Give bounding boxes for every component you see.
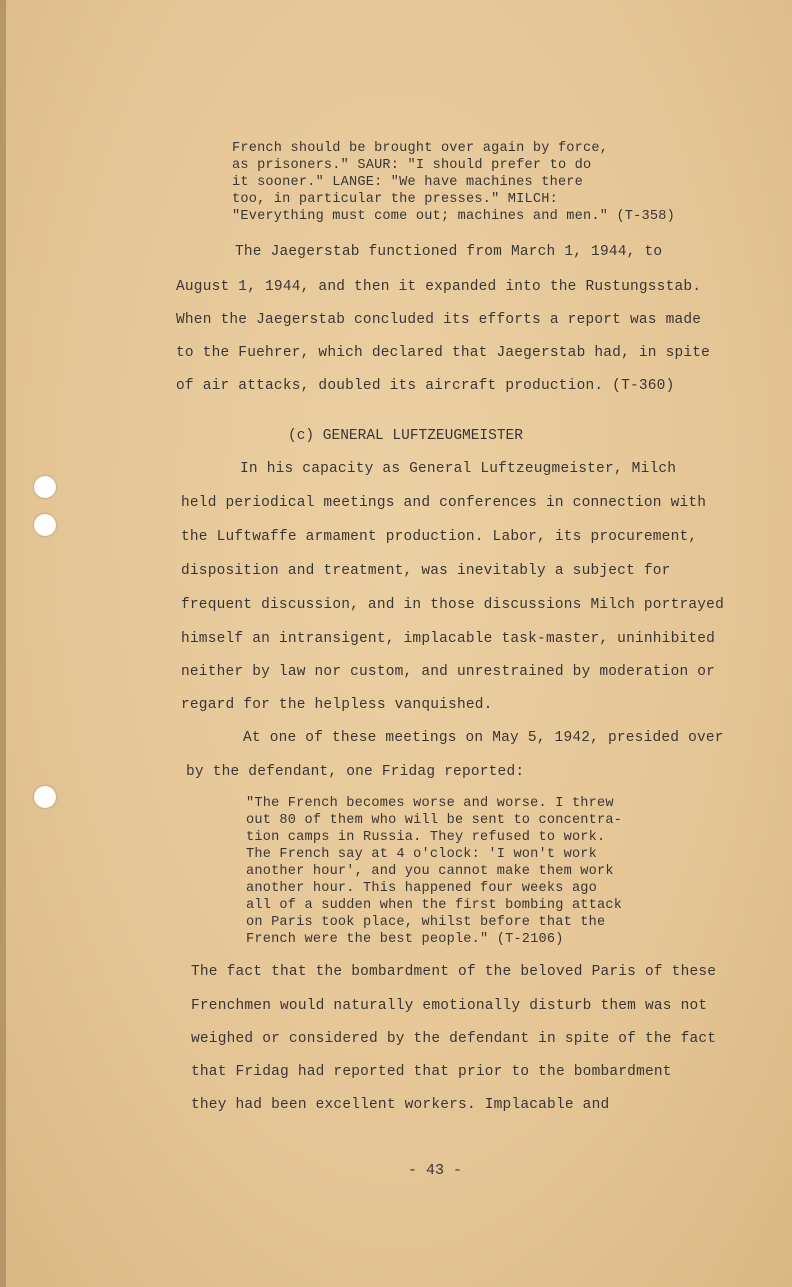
body-line: At one of these meetings on May 5, 1942, presided over xyxy=(243,730,724,746)
paper-edge xyxy=(0,0,6,1287)
quote-line: too, in particular the presses." MILCH: xyxy=(232,192,558,207)
quote-line: as prisoners." SAUR: "I should prefer to do xyxy=(232,158,592,173)
quote-line: tion camps in Russia. They refused to work. xyxy=(246,830,606,845)
quote-line: it sooner." LANGE: "We have machines there xyxy=(232,175,584,190)
page-number: - 43 - xyxy=(408,1162,463,1179)
section-heading: (c) GENERAL LUFTZEUGMEISTER xyxy=(288,428,523,444)
punch-hole xyxy=(34,476,56,498)
quote-line: all of a sudden when the first bombing attack xyxy=(246,898,623,913)
quote-line: "The French becomes worse and worse. I threw xyxy=(246,796,614,811)
body-line: they had been excellent workers. Implacable and xyxy=(191,1097,610,1113)
body-line: that Fridag had reported that prior to the bombardment xyxy=(191,1064,672,1080)
quote-line: French were the best people." (T-2106) xyxy=(246,932,564,947)
body-line: The fact that the bombardment of the beloved Paris of these xyxy=(191,964,717,980)
quote-line: on Paris took place, whilst before that the xyxy=(246,915,606,930)
body-line: by the defendant, one Fridag reported: xyxy=(186,764,525,780)
quote-line: out 80 of them who will be sent to concentra- xyxy=(246,813,623,828)
punch-hole xyxy=(34,786,56,808)
punch-hole xyxy=(34,514,56,536)
body-line: The Jaegerstab functioned from March 1, 1944, to xyxy=(235,244,663,260)
quote-line: "Everything must come out; machines and men." (T-358) xyxy=(232,209,675,224)
body-line: disposition and treatment, was inevitably a subject for xyxy=(181,563,671,579)
body-line: Frenchmen would naturally emotionally disturb them was not xyxy=(191,998,708,1014)
body-line: himself an intransigent, implacable task-master, uninhibited xyxy=(181,631,716,647)
body-line: frequent discussion, and in those discussions Milch portrayed xyxy=(181,597,724,613)
body-line: to the Fuehrer, which declared that Jaegerstab had, in spite xyxy=(176,345,711,361)
quote-line: The French say at 4 o'clock: 'I won't work xyxy=(246,847,598,862)
body-line: of air attacks, doubled its aircraft production. (T-360) xyxy=(176,378,675,394)
body-line: August 1, 1944, and then it expanded into the Rustungsstab. xyxy=(176,279,702,295)
quote-line: another hour. This happened four weeks ago xyxy=(246,881,598,896)
body-line: held periodical meetings and conferences in connection with xyxy=(181,495,707,511)
body-line: When the Jaegerstab concluded its efforts a report was made xyxy=(176,312,702,328)
body-line: neither by law nor custom, and unrestrained by moderation or xyxy=(181,664,716,680)
body-line: the Luftwaffe armament production. Labor, its procurement, xyxy=(181,529,698,545)
body-line: weighed or considered by the defendant in spite of the fact xyxy=(191,1031,717,1047)
quote-line: French should be brought over again by force, xyxy=(232,141,609,156)
body-line: regard for the helpless vanquished. xyxy=(181,697,493,713)
body-line: In his capacity as General Luftzeugmeister, Milch xyxy=(240,461,677,477)
quote-line: another hour', and you cannot make them work xyxy=(246,864,614,879)
